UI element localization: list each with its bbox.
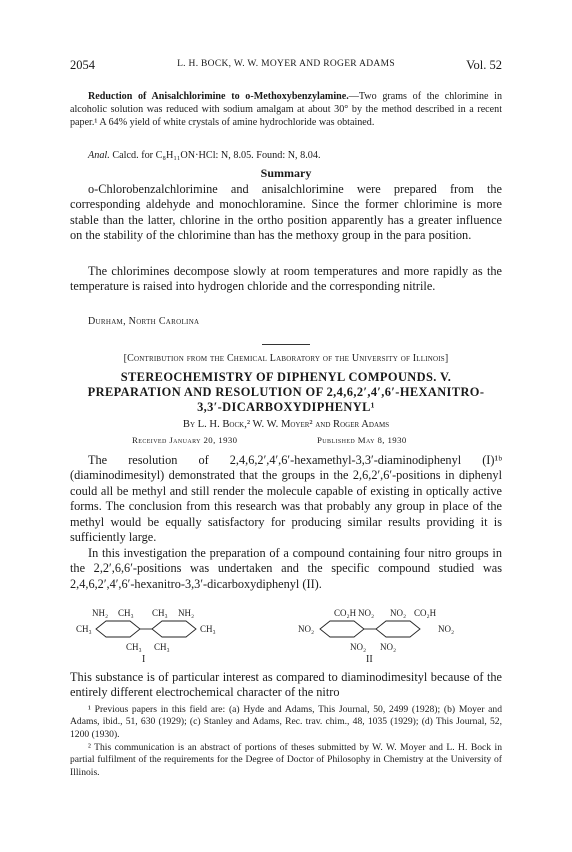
footnote-2: ² This communication is an abstract of portions of theses submitted by W. W. Moyer and L. H. Bock in partial fulfilment of the requirements for the Degree of Doctor of Philosophy in Chemistry at the University of Illinois. [70,742,502,778]
struct-II-ring-right [376,621,420,637]
body-paragraph-1: The resolution of 2,4,6,2′,4′,6′-hexamethyl-3,3′-diaminodiphenyl (I)¹ᵇ (diaminodimesityl) demonstrated that the groups in the 2,6,2′,6′-positions in diphenyl could all be methyl and still render the molecule capable of existing in optically active forms. The conclusion from this research was that probably any group in place of the methyl would be equally satisfactory for producing similar results providing it is sufficiently large. [70,453,502,545]
running-head-authors: L. H. BOCK, W. W. MOYER AND ROGER ADAMS [177,59,395,69]
struct-II-top-left2: NO₂ [358,608,375,618]
page-number: 2054 [70,58,95,72]
body-paragraph-3: This substance is of particular interest as compared to diaminodimesityl because of the entirely different electrochemical character of the nitro [70,670,502,700]
reduction-heading: Reduction of Anisalchlorimine to o-Methoxybenzylamine. [88,91,349,102]
structure-figure [76,606,488,665]
struct-II-top-right: NO₂ [390,608,407,618]
struct-I-ring-right [152,621,196,637]
struct-I-left: CH₃ [76,624,92,634]
struct-I-top-right2: NH₂ [178,608,195,618]
struct-II-left: NO₂ [298,624,315,634]
analysis-line [70,150,502,161]
struct-II-label: II [366,654,373,665]
volume-number: Vol. 52 [466,58,502,72]
contribution-line: [Contribution from the Chemical Laboratory of the University of Illinois] [123,353,449,364]
struct-I-top-left: NH₂ [92,608,109,618]
summary-paragraph-1: o-Chlorobenzalchlorimine and anisalchlorimine were prepared from the corresponding aldehyde and monochloramine. Since the former chlorimine is more stable than the latter, chlorine in the ortho position apparently has a greater influence on the stability of the chlorimine than has the methoxy group in the para position. [70,182,502,243]
received-date: Received January 20, 1930 [132,435,238,445]
reduction-paragraph [70,90,502,129]
footnote-1: ¹ Previous papers in this field are: (a) Hyde and Adams, This Journal, 50, 2499 (1928); (b) Moyer and Adams, ibid., 51, 630 (1929); (c) Stanley and Adams, Rec. trav. chim., 48, 1035 (1929); (d) This Journal, 52, 1200 (1930). [70,704,502,740]
body-paragraph-2: In this investigation the preparation of a compound containing four nitro groups in the 2,2′,6,6′-positions was undertaken and the specific compound studied was 2,4,6,2′,4′,6′-hexanitro-3,3′-dicarboxydiphenyl (II). [70,546,502,591]
structure-I [76,608,216,665]
summary-heading: Summary [260,166,312,180]
analysis-text: Calcd. for C₈H₁₁ON·HCl: N, 8.05. Found: N, 8.04. [112,150,321,161]
struct-I-top-left2: CH₃ [118,608,134,618]
struct-I-top-right: CH₃ [152,608,168,618]
struct-II-bottom-left: NO₂ [350,642,367,652]
struct-I-bottom-right: CH₃ [154,642,170,652]
struct-I-label: I [142,654,146,665]
struct-II-top-left: CO₂H [334,608,357,618]
struct-I-bottom-left: CH₃ [126,642,142,652]
analysis-label: Anal. [88,150,110,161]
struct-II-bottom-right: NO₂ [380,642,397,652]
article-title-line-2: PREPARATION AND RESOLUTION OF 2,4,6,2′,4′,6′-HEXANITRO- [87,385,485,399]
struct-II-top-right2: CO₂H [414,608,437,618]
article-title-line-3: 3,3′-DICARBOXYDIPHENYL¹ [197,400,375,414]
location-line: Durham, North Carolina [88,316,200,327]
struct-II-ring-left [320,621,364,637]
struct-II-right: NO₂ [438,624,455,634]
section-divider [262,344,310,345]
published-date: Published May 8, 1930 [317,435,407,445]
summary-paragraph-2: The chlorimines decompose slowly at room temperatures and more rapidly as the temperature is raised into hydrogen chloride and the corresponding nitrile. [70,264,502,294]
reduction-text: —Two grams of the chlorimine in alcoholic solution was reduced with sodium amalgam at about 30° by the method described in a recent paper.¹ A 64% yield of white crystals of amine hydrochloride was obtained. [70,91,503,129]
struct-I-ring-left [96,621,140,637]
structural-formulas [76,606,488,665]
article-title-line-1: STEREOCHEMISTRY OF DIPHENYL COMPOUNDS. V. [120,370,452,384]
running-head [70,58,502,74]
struct-I-right: CH₃ [200,624,216,634]
dates-line [70,435,502,447]
structure-II [298,608,454,665]
byline: By L. H. Bock,² W. W. Moyer² and Roger Adams [182,419,390,430]
